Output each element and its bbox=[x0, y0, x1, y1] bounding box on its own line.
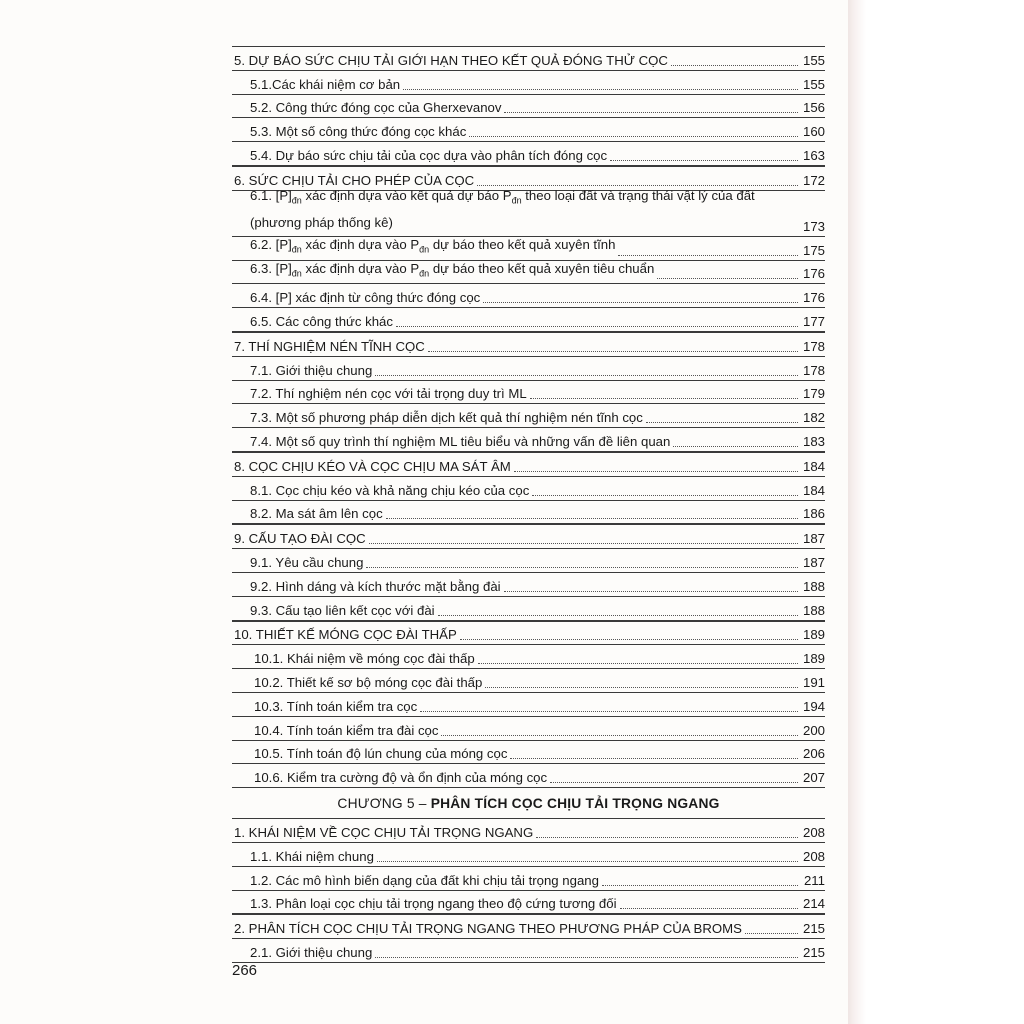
label-part: xác định dựa vào kết quả dự báo P bbox=[301, 188, 512, 204]
toc-entry bbox=[232, 71, 825, 95]
dot-leader bbox=[377, 860, 798, 862]
toc-entry-page: 186 bbox=[802, 506, 825, 522]
toc-entry-page: 172 bbox=[802, 172, 825, 188]
toc-entry bbox=[232, 939, 825, 963]
dot-leader bbox=[745, 932, 798, 934]
toc-entry-page: 207 bbox=[802, 770, 825, 786]
page-edge bbox=[848, 0, 1024, 1024]
toc-entry-page: 160 bbox=[802, 124, 825, 140]
toc-entry bbox=[232, 237, 825, 261]
dot-leader bbox=[469, 135, 798, 137]
toc-entry bbox=[232, 501, 825, 525]
dot-leader bbox=[403, 88, 798, 90]
toc-entry bbox=[232, 843, 825, 867]
toc-entry bbox=[232, 914, 825, 939]
toc-entry-page: 184 bbox=[802, 458, 825, 474]
toc-entry bbox=[232, 404, 825, 428]
dot-leader bbox=[620, 907, 799, 909]
dot-leader bbox=[478, 662, 798, 664]
toc-entry-page: 184 bbox=[802, 482, 825, 498]
chapter-prefix: CHƯƠNG 5 – bbox=[337, 795, 427, 811]
dot-leader bbox=[532, 494, 798, 496]
label-part: dự báo theo kết quả xuyên tiêu chuẩn bbox=[429, 260, 655, 276]
toc-entry-page: 155 bbox=[802, 52, 825, 68]
toc-entry bbox=[232, 261, 825, 285]
toc-entry-label: 5.4. Dự báo sức chịu tải của cọc dựa vào phân tích đóng cọc bbox=[250, 147, 608, 163]
toc-entry-label: 2.1. Giới thiệu chung bbox=[250, 944, 373, 960]
toc-entry-label: 10.6. Kiểm tra cường độ và ổn định của móng cọc bbox=[254, 770, 548, 786]
toc-entry-label: 8. CỌC CHỊU KÉO VÀ CỌC CHỊU MA SÁT ÂM bbox=[234, 458, 511, 474]
toc-entry-label: 10.3. Tính toán kiểm tra cọc bbox=[254, 698, 418, 714]
label-part: xác định dựa vào P bbox=[301, 236, 420, 252]
table-of-contents bbox=[232, 46, 825, 963]
toc-entry-page: 178 bbox=[802, 338, 825, 354]
toc-entry-page: 155 bbox=[802, 76, 825, 92]
toc-entry bbox=[232, 118, 825, 142]
dot-leader bbox=[673, 445, 798, 447]
toc-entry-label: 9.1. Yêu cầu chung bbox=[250, 554, 364, 570]
toc-entry-label: 9.2. Hình dáng và kích thước mặt bằng đài bbox=[250, 578, 501, 594]
label-part: theo loại đất và trạng thái vật lý của đất (phương pháp thống kê) bbox=[250, 188, 755, 230]
toc-entry bbox=[232, 142, 825, 166]
dot-leader bbox=[369, 542, 798, 544]
toc-entry-label: 2. PHÂN TÍCH CỌC CHỊU TẢI TRỌNG NGANG THEO PHƯƠNG PHÁP CỦA BROMS bbox=[234, 921, 742, 937]
toc-entry bbox=[232, 95, 825, 119]
toc-entry-label: 9.3. Cấu tạo liên kết cọc với đài bbox=[250, 602, 435, 618]
toc-entry bbox=[232, 524, 825, 549]
toc-entry-page: 183 bbox=[802, 433, 825, 449]
toc-entry-label: 5.2. Công thức đóng cọc của Gherxevanov bbox=[250, 100, 502, 116]
dot-leader bbox=[550, 781, 798, 783]
toc-entry bbox=[232, 381, 825, 405]
dot-leader bbox=[375, 374, 798, 376]
toc-entry-page: 163 bbox=[802, 147, 825, 163]
toc-entry-page: 191 bbox=[802, 674, 825, 690]
toc-entry-label: 7.3. Một số phương pháp diễn dịch kết quả thí nghiệm nén tĩnh cọc bbox=[250, 410, 643, 426]
chapter-title: PHÂN TÍCH CỌC CHỊU TẢI TRỌNG NGANG bbox=[430, 795, 720, 811]
toc-entry-label: 10.2. Thiết kế sơ bộ móng cọc đài thấp bbox=[254, 674, 483, 690]
dot-leader bbox=[483, 301, 798, 303]
toc-entry-label: 6. SỨC CHỊU TẢI CHO PHÉP CỦA CỌC bbox=[234, 172, 475, 188]
label-part: dự báo theo kết quả xuyên tĩnh bbox=[429, 236, 616, 252]
toc-entry-label: 6.4. [P] xác định từ công thức đóng cọc bbox=[250, 290, 481, 306]
toc-entry-page: 156 bbox=[802, 100, 825, 116]
toc-entry-label: 7. THÍ NGHIỆM NÉN TĨNH CỌC bbox=[234, 338, 425, 354]
dot-leader bbox=[386, 517, 798, 519]
toc-entry-page: 189 bbox=[802, 651, 825, 667]
toc-entry-page: 194 bbox=[802, 698, 825, 714]
toc-entry bbox=[232, 188, 825, 237]
toc-entry-page: 182 bbox=[802, 410, 825, 426]
toc-entry-label: 6.5. Các công thức khác bbox=[250, 313, 393, 329]
toc-entry bbox=[232, 332, 825, 357]
subscript: đn bbox=[419, 268, 430, 279]
toc-entry-label: 7.4. Một số quy trình thí nghiệm ML tiêu biểu và những vấn đề liên quan bbox=[250, 433, 671, 449]
toc-entry-page: 176 bbox=[802, 290, 825, 306]
toc-entry-page: 189 bbox=[802, 627, 825, 643]
toc-entry-page: 178 bbox=[802, 362, 825, 378]
toc-entry bbox=[232, 645, 825, 669]
toc-entry-label: 8.1. Cọc chịu kéo và khả năng chịu kéo của cọc bbox=[250, 482, 530, 498]
toc-entry bbox=[232, 452, 825, 477]
toc-entry-label bbox=[232, 185, 805, 236]
toc-entry-page: 215 bbox=[802, 921, 825, 937]
dot-leader bbox=[366, 566, 798, 568]
subscript: đn bbox=[291, 195, 302, 206]
toc-entry bbox=[232, 819, 825, 843]
label-part: 6.3. [P] bbox=[250, 260, 292, 276]
toc-entry bbox=[232, 284, 825, 308]
toc-entry-label: 5. DỰ BÁO SỨC CHỊU TẢI GIỚI HẠN THEO KẾT QUẢ ĐÓNG THỬ CỌC bbox=[234, 52, 668, 68]
toc-entry bbox=[232, 764, 825, 788]
toc-entry-label: 7.2. Thí nghiệm nén cọc với tải trọng duy trì ML bbox=[250, 386, 527, 402]
label-part: 6.2. [P] bbox=[250, 236, 292, 252]
page-number: 266 bbox=[232, 962, 258, 979]
subscript: đn bbox=[291, 268, 302, 279]
subscript: đn bbox=[291, 244, 302, 255]
subscript: đn bbox=[419, 244, 430, 255]
toc-entry-label: 10.1. Khái niệm về móng cọc đài thấp bbox=[254, 651, 475, 667]
dot-leader bbox=[671, 64, 798, 66]
toc-entry-label: 10. THIẾT KẾ MÓNG CỌC ĐÀI THẤP bbox=[234, 627, 457, 643]
toc-entry-page: 215 bbox=[802, 944, 825, 960]
toc-entry-label bbox=[232, 261, 654, 284]
toc-entry-label: 5.1.Các khái niệm cơ bản bbox=[250, 76, 401, 92]
toc-entry-page: 187 bbox=[802, 554, 825, 570]
toc-entry bbox=[232, 597, 825, 621]
toc-entry-page: 177 bbox=[802, 313, 825, 329]
dot-leader bbox=[530, 397, 798, 399]
toc-entry bbox=[232, 669, 825, 693]
toc-entry bbox=[232, 717, 825, 741]
toc-entry-label: 7.1. Giới thiệu chung bbox=[250, 362, 373, 378]
dot-leader bbox=[536, 836, 798, 838]
chapter-heading bbox=[232, 788, 825, 819]
subscript: đn bbox=[511, 195, 522, 206]
toc-entry bbox=[232, 549, 825, 573]
toc-entry-label: 1. KHÁI NIỆM VỀ CỌC CHỊU TẢI TRỌNG NGANG bbox=[234, 824, 534, 840]
dot-leader bbox=[504, 590, 798, 592]
toc-entry bbox=[232, 308, 825, 332]
label-part: xác định dựa vào P bbox=[301, 260, 420, 276]
dot-leader bbox=[438, 614, 798, 616]
toc-entry bbox=[232, 357, 825, 381]
dot-leader bbox=[602, 884, 798, 886]
toc-entry bbox=[232, 867, 825, 891]
dot-leader bbox=[504, 111, 798, 113]
toc-entry-page: 206 bbox=[802, 746, 825, 762]
dot-leader bbox=[510, 757, 798, 759]
toc-entry-page: 179 bbox=[802, 386, 825, 402]
dot-leader bbox=[460, 638, 798, 640]
toc-entry bbox=[232, 891, 825, 915]
dot-leader bbox=[396, 325, 798, 327]
dot-leader bbox=[420, 710, 798, 712]
toc-entry-page: 208 bbox=[802, 824, 825, 840]
toc-entry-page: 214 bbox=[802, 896, 825, 912]
dot-leader bbox=[375, 956, 798, 958]
toc-entry-label: 8.2. Ma sát âm lên cọc bbox=[250, 506, 383, 522]
toc-entry-page: 176 bbox=[802, 266, 825, 282]
toc-entry-label: 10.5. Tính toán độ lún chung của móng cọc bbox=[254, 746, 508, 762]
toc-entry-page: 200 bbox=[802, 722, 825, 738]
toc-entry bbox=[232, 46, 825, 71]
toc-entry-page: 187 bbox=[802, 531, 825, 547]
dot-leader bbox=[441, 734, 798, 736]
dot-leader bbox=[610, 159, 798, 161]
dot-leader bbox=[514, 470, 798, 472]
toc-entry-label: 9. CẤU TẠO ĐÀI CỌC bbox=[234, 531, 366, 547]
dot-leader bbox=[485, 686, 798, 688]
toc-entry bbox=[232, 477, 825, 501]
dot-leader bbox=[646, 421, 798, 423]
toc-entry-label: 1.1. Khái niệm chung bbox=[250, 848, 374, 864]
toc-entry-page: 175 bbox=[802, 242, 825, 258]
dot-leader bbox=[657, 277, 798, 279]
toc-entry bbox=[232, 693, 825, 717]
toc-entry-label bbox=[232, 237, 615, 260]
toc-entry bbox=[232, 621, 825, 646]
toc-entry bbox=[232, 573, 825, 597]
toc-entry bbox=[232, 428, 825, 452]
toc-entry bbox=[232, 741, 825, 765]
toc-entry-label: 10.4. Tính toán kiểm tra đài cọc bbox=[254, 722, 439, 738]
toc-entry-page: 211 bbox=[803, 872, 825, 888]
toc-entry-page: 208 bbox=[802, 848, 825, 864]
dot-leader bbox=[618, 254, 798, 256]
toc-entry-label: 1.2. Các mô hình biến dạng của đất khi chịu tải trọng ngang bbox=[250, 872, 599, 888]
dot-leader bbox=[428, 350, 798, 352]
toc-entry-page: 173 bbox=[802, 218, 825, 234]
toc-entry-label: 1.3. Phân loại cọc chịu tải trọng ngang theo độ cứng tương đối bbox=[250, 896, 617, 912]
toc-entry-label: 5.3. Một số công thức đóng cọc khác bbox=[250, 124, 467, 140]
toc-entry-page: 188 bbox=[802, 578, 825, 594]
toc-entry-page: 188 bbox=[802, 602, 825, 618]
label-part: 6.1. [P] bbox=[250, 188, 292, 204]
